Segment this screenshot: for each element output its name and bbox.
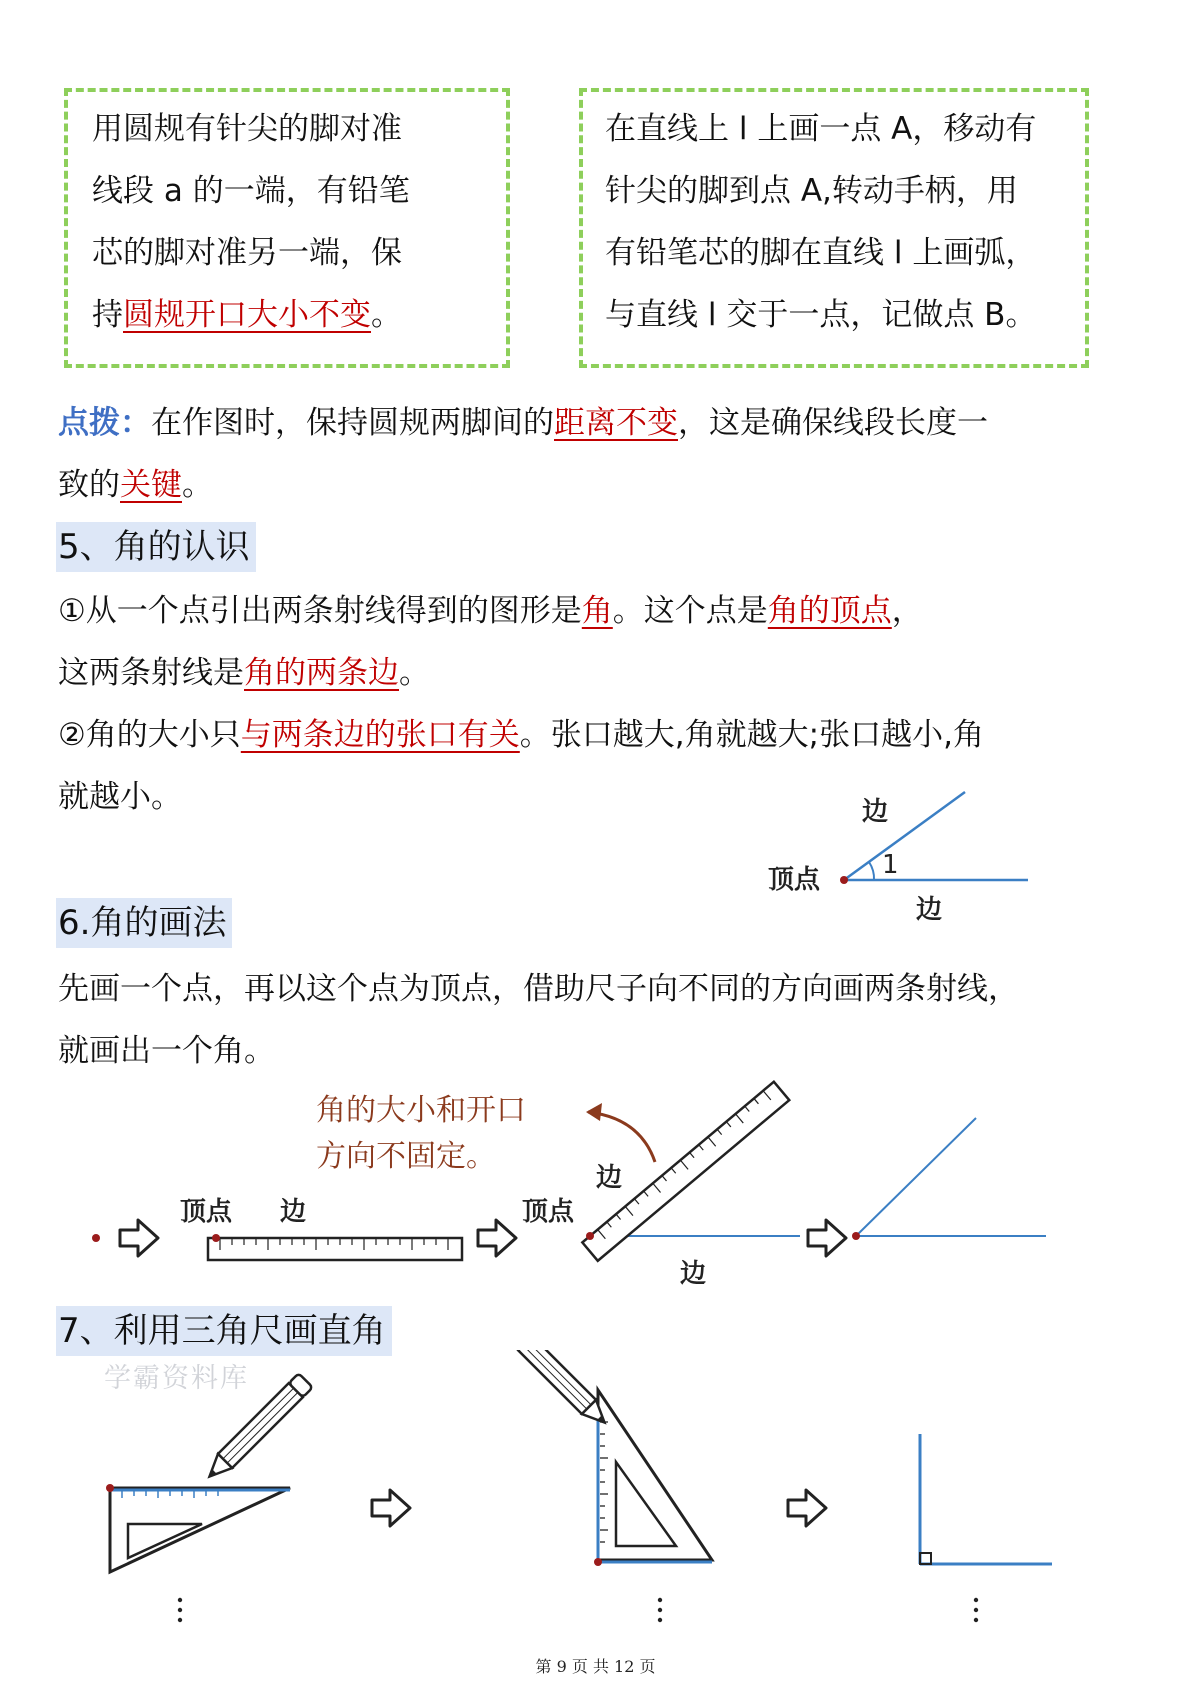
compass-step-box-right (579, 88, 1089, 368)
s5-line1 (58, 580, 1148, 642)
step4-vertex (852, 1232, 860, 1240)
box-left-key-phrase: 圆规开口大小不变 (123, 297, 371, 333)
section7-heading: 7、利用三角尺画直角 (56, 1306, 392, 1356)
box-left-line4-suffix: 。 (371, 297, 402, 333)
box-right-line3: 有铅笔芯的脚在直线 l 上画弧， (605, 235, 1037, 271)
s5-line4: 就越小。 (58, 779, 182, 815)
s5-p1a: ①从一个点引出两条射线得到的图形是 (58, 593, 582, 629)
box-left-line3: 芯的脚对准另一端，保 (92, 235, 402, 271)
arrow-right-icon (372, 1490, 410, 1526)
step2-vertex-label: 顶点 (180, 1197, 233, 1227)
tip-red1: 距离不变 (554, 405, 678, 441)
note-line2: 方向不固定。 (316, 1139, 496, 1174)
section5-heading: 5、角的认识 (56, 522, 256, 572)
finished-right-angle (920, 1434, 1052, 1564)
s5-red-opening: 与两条边的张口有关 (240, 717, 520, 753)
compass-step-box-left (64, 88, 510, 368)
s5-p3b: 。张口越大,角就越大;张口越小,角 (519, 717, 984, 753)
angle-label-side-top: 边 (862, 797, 889, 827)
angle-label-side-bottom: 边 (916, 895, 943, 925)
arrow-right-icon (808, 1220, 846, 1256)
s6-line2: 就画出一个角。 (58, 1033, 275, 1069)
tip-text2: ，这是确保线段长度一 (678, 405, 988, 441)
s5-red-sides: 角的两条边 (244, 655, 399, 691)
tip-text3: 致的 (58, 467, 120, 503)
step3-upper-side-label: 边 (596, 1163, 623, 1193)
step3-vertex-label: 顶点 (522, 1197, 575, 1227)
box-left-line2: 线段 a 的一端，有铅笔 (92, 173, 410, 209)
tip-paragraph (58, 392, 1138, 516)
s5-p3a: ②角的大小只 (58, 717, 241, 753)
tip-text1: 在作图时，保持圆规两脚间的 (151, 405, 554, 441)
set-square-upright (594, 1390, 712, 1566)
box-right-line2: 针尖的脚到点 A,转动手柄，用 (605, 173, 1018, 209)
step2-side-label: 边 (280, 1197, 307, 1227)
step3-point (586, 1232, 594, 1240)
angle-label-number: 1 (882, 850, 899, 880)
draw-angle-figure (80, 1070, 1080, 1300)
s5-red-vertex: 角的顶点 (767, 593, 892, 629)
angle-figure (760, 770, 1050, 930)
step2-point (212, 1234, 220, 1242)
s5-p2b: 。 (399, 655, 430, 691)
section6-body (58, 958, 1148, 1082)
s5-line2 (58, 642, 1148, 704)
pencil-icon (202, 1373, 312, 1483)
box-right-line4: 与直线 l 交于一点，记做点 B。 (605, 297, 1037, 333)
tip-line1 (58, 392, 1138, 454)
pencil-icon (508, 1350, 611, 1430)
box-left-line4-prefix: 持 (92, 297, 123, 333)
tip-text4: 。 (182, 467, 213, 503)
note-line1: 角的大小和开口 (316, 1093, 526, 1128)
set-square-horizontal (106, 1484, 290, 1572)
s5-line3 (58, 704, 1148, 766)
angle-vertex-dot (840, 876, 848, 884)
arrow-right-icon (788, 1490, 826, 1526)
box-left-line1: 用圆规有针尖的脚对准 (92, 111, 402, 147)
box-left-line4 (92, 284, 488, 346)
s5-p1b: 。这个点是 (612, 593, 768, 629)
right-angle-figure (90, 1350, 1090, 1640)
s5-p1c: ， (891, 593, 923, 629)
box-right-line1: 在直线上 l 上画一点 A，移动有 (605, 111, 1037, 147)
s6-line1: 先画一个点，再以这个点为顶点，借助尺子向不同的方向画两条射线， (58, 971, 1019, 1007)
arrow-right-icon (120, 1220, 158, 1256)
step1-point (92, 1234, 100, 1242)
angle-arc (869, 862, 874, 880)
tip-line2 (58, 454, 1138, 516)
angle-label-vertex: 顶点 (768, 865, 821, 895)
vertical-dots (178, 1598, 182, 1622)
page-footer: 第 9 页 共 12 页 (535, 1657, 656, 1676)
s5-p2a: 这两条射线是 (58, 655, 244, 691)
arrow-right-icon (478, 1220, 516, 1256)
step3-lower-side-label: 边 (680, 1259, 707, 1289)
vertical-dots (658, 1598, 662, 1622)
tip-red2: 关键 (120, 467, 182, 503)
step4-slanted-ray (856, 1118, 976, 1236)
vertical-dots (974, 1598, 978, 1622)
watermark: 学霸资料库 (104, 1363, 249, 1394)
s5-red-angle: 角 (581, 593, 613, 629)
note-arrowhead (586, 1103, 602, 1121)
section6-heading: 6.角的画法 (56, 898, 232, 948)
tip-label: 点拨： (58, 405, 151, 441)
